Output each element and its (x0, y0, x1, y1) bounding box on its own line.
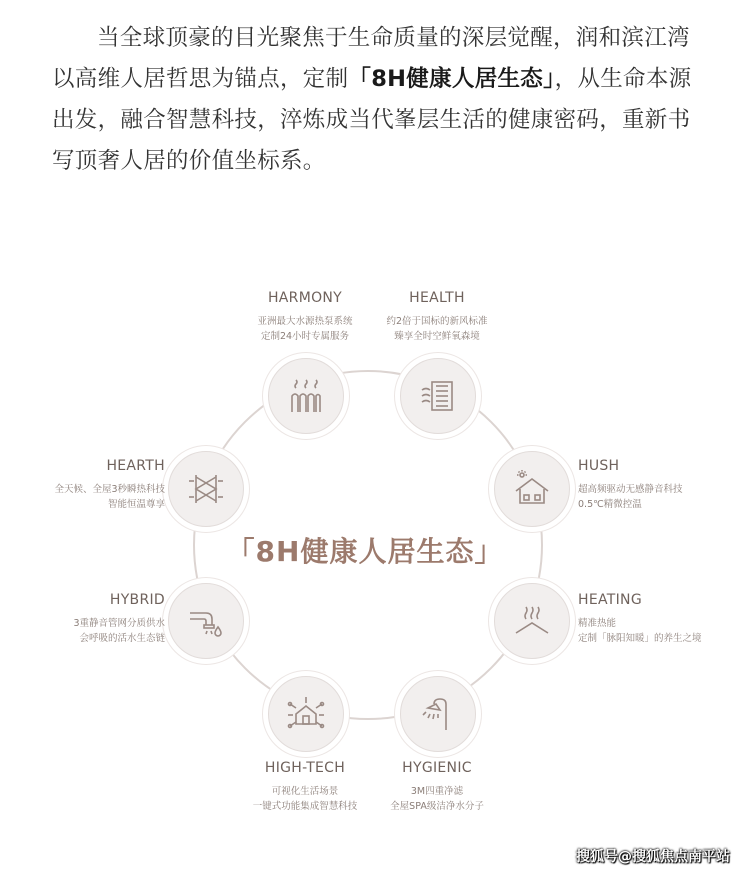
air-vent-icon (418, 376, 458, 416)
hearth-node (168, 451, 244, 527)
hearth-label (10, 458, 165, 512)
health-node (400, 358, 476, 434)
hybrid-desc-2: 会呼吸的活水生态链 (79, 633, 165, 644)
hygienic-title: HYGIENIC (402, 760, 472, 776)
house-icon (512, 469, 552, 509)
health-desc-1: 约2倍于国标的新风标准 (386, 316, 488, 327)
hearth-title: HEARTH (106, 458, 165, 474)
health-title: HEALTH (409, 290, 465, 306)
hush-node (494, 451, 570, 527)
hybrid-title: HYBRID (109, 592, 165, 608)
radiator-icon (286, 376, 326, 416)
harmony-node (268, 358, 344, 434)
hearth-desc-2: 智能恒温尊享 (107, 499, 165, 510)
hightech-node (268, 676, 344, 752)
hightech-desc-1: 可视化生活场景 (271, 786, 339, 797)
shower-icon (418, 694, 458, 734)
harmony-desc-2: 定制24小时专属服务 (260, 331, 350, 342)
heating-node (494, 583, 570, 659)
heating-desc-2: 定制「脉阳知暖」的养生之境 (578, 633, 702, 644)
heating-label (578, 592, 738, 646)
health-label (352, 290, 522, 344)
hush-title: HUSH (578, 458, 620, 474)
water-pipe-icon (186, 601, 226, 641)
heat-exchange-icon (186, 469, 226, 509)
hybrid-node (168, 583, 244, 659)
hush-desc-1: 超高频驱动无感静音科技 (578, 484, 683, 495)
hush-label (578, 458, 738, 512)
heating-title: HEATING (578, 592, 642, 608)
health-desc-2: 臻享全时空鲜氧森境 (394, 331, 480, 342)
center-title: 「8H健康人居生态」 (226, 535, 504, 568)
heating-desc-1: 精准热能 (578, 618, 617, 629)
smart-home-icon (286, 694, 326, 734)
hygienic-desc-2: 全屋SPA级洁净水分子 (390, 801, 484, 812)
hearth-desc-1: 全天候、全屋3秒瞬热科技 (54, 484, 165, 495)
hightech-label (220, 760, 390, 814)
harmony-desc-1: 亚洲最大水源热泵系统 (257, 316, 353, 327)
intro-text-1: 当全球顶豪的目光聚焦于生命质量的深层觉醒，润和滨江湾以高维人居哲思为锚点，定制 (52, 25, 690, 92)
hush-desc-2: 0.5℃精微控温 (578, 499, 642, 510)
hightech-title: HIGH-TECH (264, 760, 346, 776)
hygienic-desc-1: 3M四重净滤 (410, 786, 464, 797)
watermark: 搜狐号@搜狐焦点南平站 (576, 849, 730, 865)
hybrid-desc-1: 3重静音管网分质供水 (73, 618, 165, 629)
hybrid-label (10, 592, 165, 646)
harmony-title: HARMONY (267, 290, 343, 306)
hygienic-node (400, 676, 476, 752)
hightech-desc-2: 一键式功能集成智慧科技 (252, 801, 358, 812)
floor-heating-icon (512, 601, 552, 641)
intro-text-2: ，从生命本源出发，融合智慧科技，淬炼成当代峯层生活的健康密码，重新书写顶奢人居的价值坐标系。 (52, 66, 692, 174)
intro-highlight: 「8H健康人居生态」 (348, 66, 555, 92)
